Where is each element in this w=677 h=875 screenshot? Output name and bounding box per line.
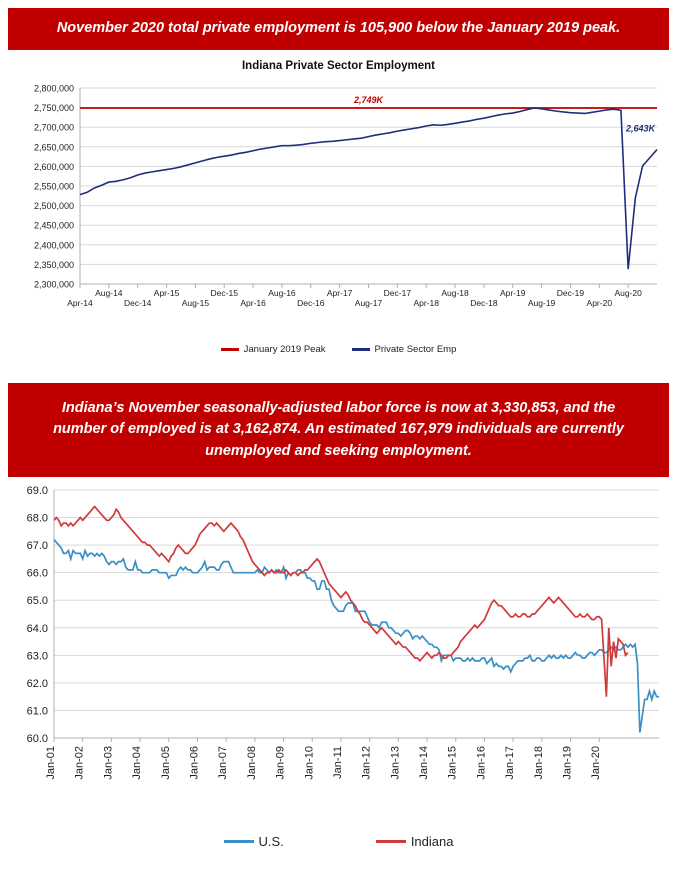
- x-axis-tick-label: Apr-20: [586, 298, 613, 308]
- chart2-plot-area: [8, 482, 669, 812]
- x-axis-tick-label: Jan-13: [389, 746, 402, 780]
- y-axis-tick-label: 68.0: [26, 512, 48, 525]
- x-axis-tick-label: Jan-10: [303, 746, 316, 780]
- x-axis-tick-label: Jan-01: [45, 746, 57, 780]
- y-axis-tick-label: 60.0: [26, 733, 48, 745]
- y-axis-tick-label: 65.0: [26, 595, 48, 608]
- chart2-legend: [8, 834, 669, 849]
- annotation-current-value: 2,643K: [625, 123, 655, 134]
- x-axis-tick-label: Jan-07: [217, 746, 230, 780]
- chart1-legend: [8, 344, 669, 355]
- x-axis-tick-label: Jan-02: [73, 746, 86, 780]
- legend-swatch-blue: [352, 348, 370, 351]
- chart1-plot-area: [8, 80, 669, 330]
- x-axis-tick-label: Aug-20: [614, 288, 642, 298]
- legend-label: U.S.: [258, 834, 284, 849]
- x-axis-tick-label: Dec-18: [470, 298, 498, 308]
- chart1-title: Indiana Private Sector Employment: [241, 60, 435, 72]
- x-axis-tick-label: Jan-04: [131, 746, 144, 780]
- y-axis-tick-label: 2,450,000: [33, 220, 74, 231]
- y-axis-tick-label: 2,550,000: [33, 181, 74, 192]
- chart-private-sector-employment: [8, 56, 669, 368]
- y-axis-tick-label: 2,300,000: [33, 279, 74, 290]
- y-axis-tick-label: 2,400,000: [33, 240, 74, 251]
- y-axis-tick-label: 62.0: [26, 677, 48, 690]
- legend-item-us: [224, 834, 284, 849]
- y-axis-tick-label: 61.0: [26, 705, 48, 718]
- x-axis-tick-label: Apr-19: [499, 288, 526, 298]
- y-axis-tick-label: 64.0: [26, 622, 48, 635]
- x-axis-tick-label: Jan-20: [590, 746, 603, 780]
- legend-item-indiana: [376, 834, 454, 849]
- y-axis-tick-label: 2,700,000: [33, 122, 74, 133]
- x-axis-tick-label: Apr-15: [153, 288, 180, 298]
- x-axis-tick-label: Jan-16: [475, 746, 488, 780]
- y-axis-tick-label: 63.0: [26, 650, 48, 663]
- legend-swatch-red: [221, 348, 239, 351]
- x-axis-tick-label: Jan-18: [532, 746, 545, 780]
- x-axis-tick-label: Apr-16: [240, 298, 266, 308]
- x-axis-tick-label: Jan-19: [561, 746, 574, 780]
- headline-banner-middle: Indiana’s November seasonally-adjusted labor force is now at 3,330,853, and the number of employed is at 3,162,874. An estimated 167,979 individuals are currently unemployed and seeking employment.: [8, 383, 669, 477]
- x-axis-tick-label: Aug-18: [441, 288, 469, 298]
- x-axis-tick-label: Aug-16: [268, 288, 296, 298]
- headline-banner-top: November 2020 total private employment is 105,900 below the January 2019 peak.: [8, 8, 669, 50]
- x-axis-tick-label: Jan-17: [504, 746, 517, 780]
- x-axis-tick-label: Apr-18: [413, 298, 439, 308]
- legend-item-private-sector-emp: [352, 344, 457, 355]
- y-axis-tick-label: 2,750,000: [33, 103, 74, 114]
- x-axis-tick-label: Jan-06: [188, 746, 201, 780]
- x-axis-tick-label: Jan-08: [245, 746, 258, 780]
- x-axis-tick-label: Dec-17: [383, 288, 412, 298]
- x-axis-tick-label: Aug-14: [95, 288, 123, 298]
- annotation-peak-value: 2,749K: [353, 94, 384, 105]
- x-axis-tick-label: Dec-14: [123, 298, 152, 308]
- x-axis-tick-label: Apr-14: [67, 298, 93, 308]
- legend-item-january-2019-peak: [221, 344, 326, 355]
- legend-label: Indiana: [410, 834, 454, 849]
- chart-labor-force-participation: [8, 482, 669, 870]
- y-axis-tick-label: 2,350,000: [33, 259, 74, 270]
- legend-swatch-us: [224, 840, 254, 844]
- x-axis-tick-label: Dec-19: [556, 288, 585, 298]
- y-axis-tick-label: 67.0: [26, 540, 48, 553]
- y-axis-tick-label: 2,800,000: [33, 83, 74, 94]
- y-axis-tick-label: 66.0: [26, 567, 48, 580]
- y-axis-tick-label: 2,500,000: [33, 201, 74, 212]
- x-axis-tick-label: Jan-03: [102, 746, 115, 780]
- x-axis-tick-label: Aug-19: [527, 298, 556, 308]
- series-line-u-s-: [54, 540, 659, 733]
- x-axis-tick-label: Jan-12: [360, 746, 373, 780]
- x-axis-tick-label: Aug-15: [181, 298, 210, 308]
- x-axis-tick-label: Aug-17: [354, 298, 383, 308]
- x-axis-tick-label: Dec-15: [210, 288, 238, 298]
- x-axis-tick-label: Apr-17: [326, 288, 353, 298]
- x-axis-tick-label: Jan-05: [159, 746, 172, 780]
- y-axis-tick-label: 69.0: [26, 485, 48, 497]
- y-axis-tick-label: 2,600,000: [33, 161, 74, 172]
- x-axis-tick-label: Jan-14: [418, 746, 431, 780]
- legend-label: January 2019 Peak: [243, 344, 326, 355]
- y-axis-tick-label: 2,650,000: [33, 142, 74, 153]
- x-axis-tick-label: Jan-09: [274, 746, 287, 780]
- x-axis-tick-label: Dec-16: [297, 298, 325, 308]
- x-axis-tick-label: Jan-11: [331, 746, 344, 779]
- x-axis-tick-label: Jan-15: [446, 746, 459, 780]
- series-line-indiana: [54, 507, 628, 697]
- legend-label: Private Sector Emp: [374, 344, 457, 355]
- legend-swatch-indiana: [376, 840, 406, 844]
